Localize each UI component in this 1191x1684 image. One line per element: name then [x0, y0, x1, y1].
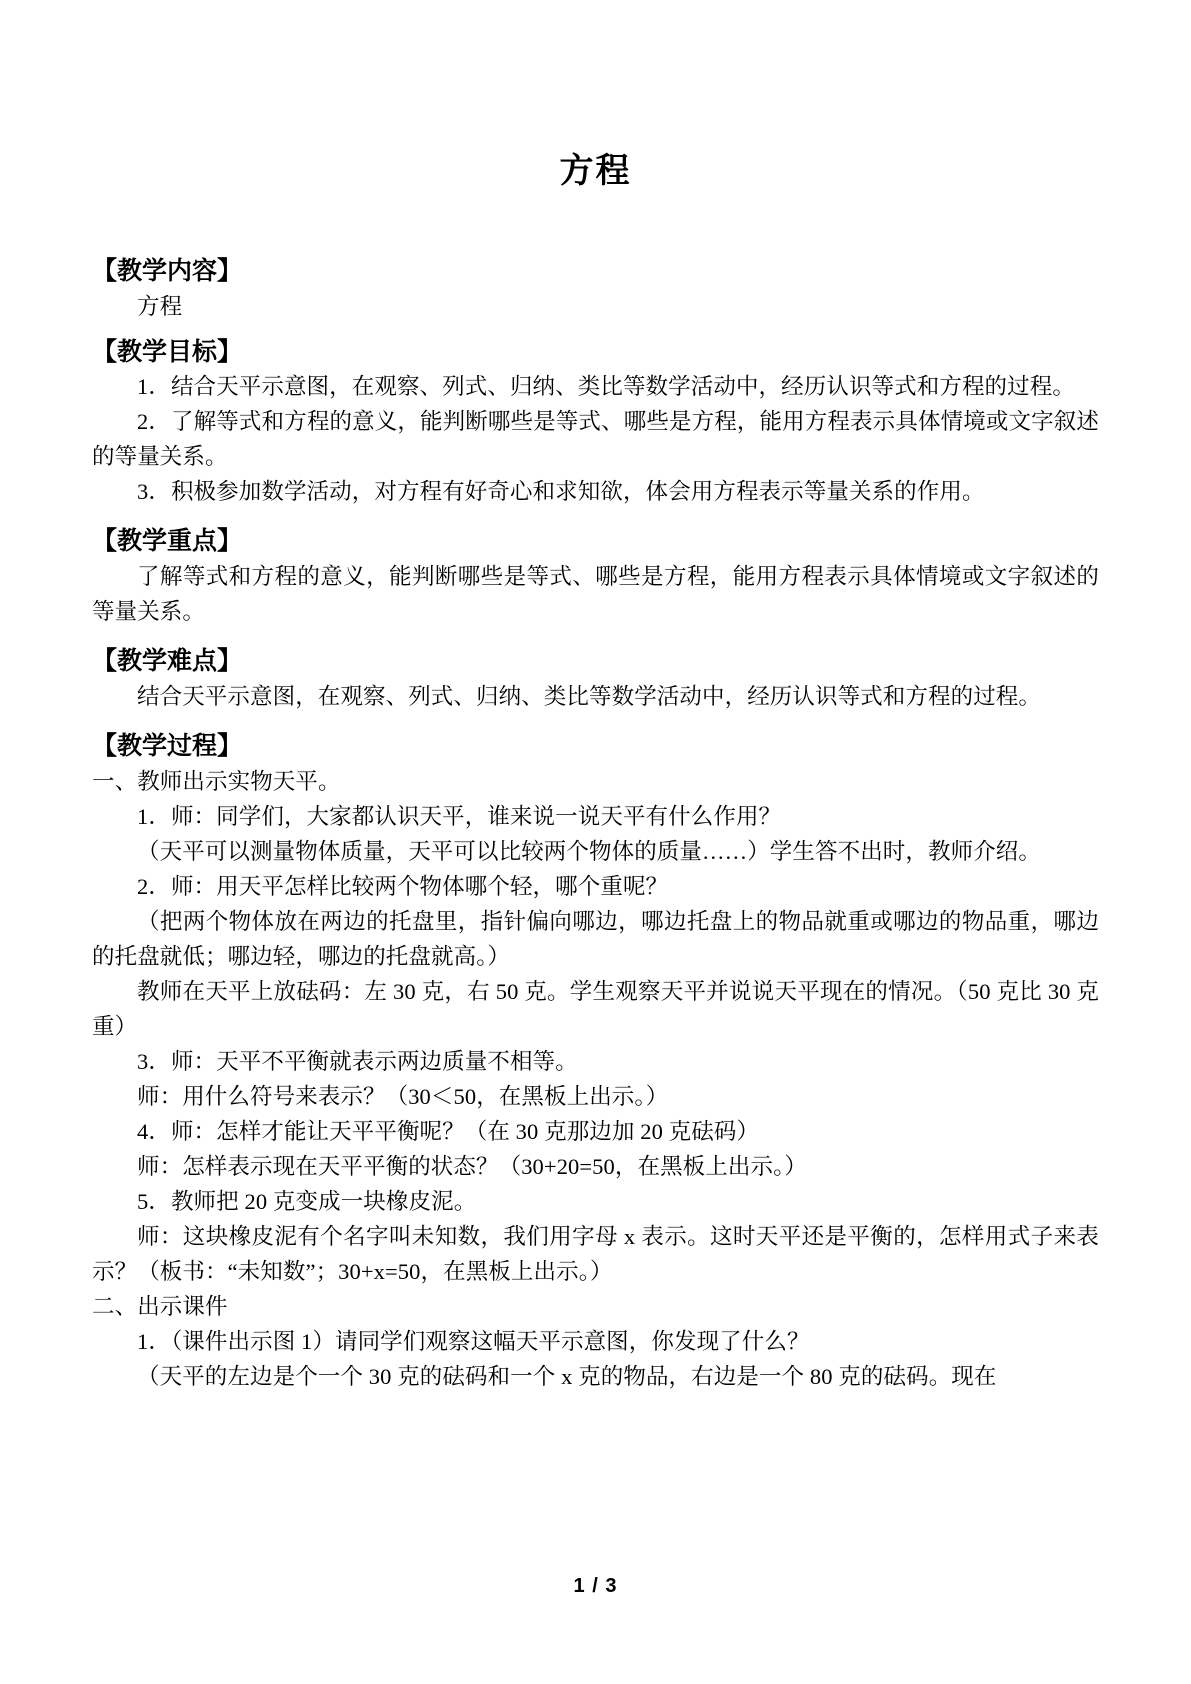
process-line-4: （把两个物体放在两边的托盘里，指针偏向哪边，哪边托盘上的物品就重或哪边的物品重，哪边的托盘就低；哪边轻，哪边的托盘就高。） [92, 908, 1099, 969]
process-line-3: 2．师：用天平怎样比较两个物体哪个轻，哪个重呢？ [137, 873, 669, 899]
process-part-one-title: 一、教师出示实物天平。 [92, 768, 341, 794]
process-line-9: 师：怎样表示现在天平平衡的状态？（30+20=50，在黑板上出示。） [137, 1153, 808, 1179]
process-part-two-line-2: （天平的左边是个一个 30 克的砝码和一个 x 克的物品，右边是一个 80 克的砝码。现在 [137, 1363, 997, 1389]
page-number-footer: 1 / 3 [573, 1575, 618, 1597]
section-heading-teaching-objectives: 【教学目标】 [92, 338, 243, 366]
teaching-difficulty-body: 结合天平示意图，在观察、列式、归纳、类比等数学活动中，经历认识等式和方程的过程。 [137, 683, 1042, 709]
process-line-7: 师：用什么符号来表示？（30＜50，在黑板上出示。） [137, 1083, 669, 1109]
spacer-title-to-body [92, 193, 1099, 255]
process-line-1: 1．师：同学们，大家都认识天平，谁来说一说天平有什么作用？ [137, 803, 782, 829]
teaching-key-point-body: 了解等式和方程的意义，能判断哪些是等式、哪些是方程，能用方程表示具体情境或文字叙述的等量关系。 [92, 564, 1099, 625]
section-heading-teaching-key-point: 【教学重点】 [92, 528, 243, 556]
process-part-two-title: 二、出示课件 [92, 1293, 228, 1319]
spacer-objectives-to-keypoint [92, 509, 1099, 525]
teaching-content-body: 方程 [137, 293, 183, 319]
process-line-6: 3．师：天平不平衡就表示两边质量不相等。 [137, 1048, 578, 1074]
section-heading-teaching-content: 【教学内容】 [92, 257, 243, 285]
process-line-10: 5．教师把 20 克变成一块橡皮泥。 [137, 1188, 477, 1214]
section-heading-teaching-process: 【教学过程】 [92, 732, 243, 760]
process-line-11: 师：这块橡皮泥有个名字叫未知数，我们用字母 x 表示。这时天平还是平衡的，怎样用式子来表示？（板书：“未知数”；30+x=50，在黑板上出示。） [92, 1223, 1099, 1284]
process-line-2: （天平可以测量物体质量，天平可以比较两个物体的质量……）学生答不出时，教师介绍。 [137, 838, 1042, 864]
objective-item-3: 3．积极参加数学活动，对方程有好奇心和求知欲，体会用方程表示等量关系的作用。 [137, 479, 985, 505]
process-part-two-line-1: 1．（课件出示图 1）请同学们观察这幅天平示意图，你发现了什么？ [137, 1328, 810, 1354]
spacer-content-to-objectives [92, 324, 1099, 336]
objective-item-2: 2．了解等式和方程的意义，能判断哪些是等式、哪些是方程，能用方程表示具体情境或文字叙述的等量关系。 [92, 409, 1099, 470]
spacer-keypoint-to-difficulty [92, 629, 1099, 645]
objective-item-1: 1．结合天平示意图，在观察、列式、归纳、类比等数学活动中，经历认识等式和方程的过程。 [137, 374, 1075, 400]
section-heading-teaching-difficulty: 【教学难点】 [92, 648, 243, 676]
spacer-difficulty-to-process [92, 714, 1099, 730]
process-line-8: 4．师：怎样才能让天平平衡呢？（在 30 克那边加 20 克砝码） [137, 1118, 760, 1144]
page-title: 方程 [559, 153, 632, 190]
process-line-5: 教师在天平上放砝码：左 30 克，右 50 克。学生观察天平并说说天平现在的情况。（50 克比 30 克重） [92, 978, 1099, 1039]
